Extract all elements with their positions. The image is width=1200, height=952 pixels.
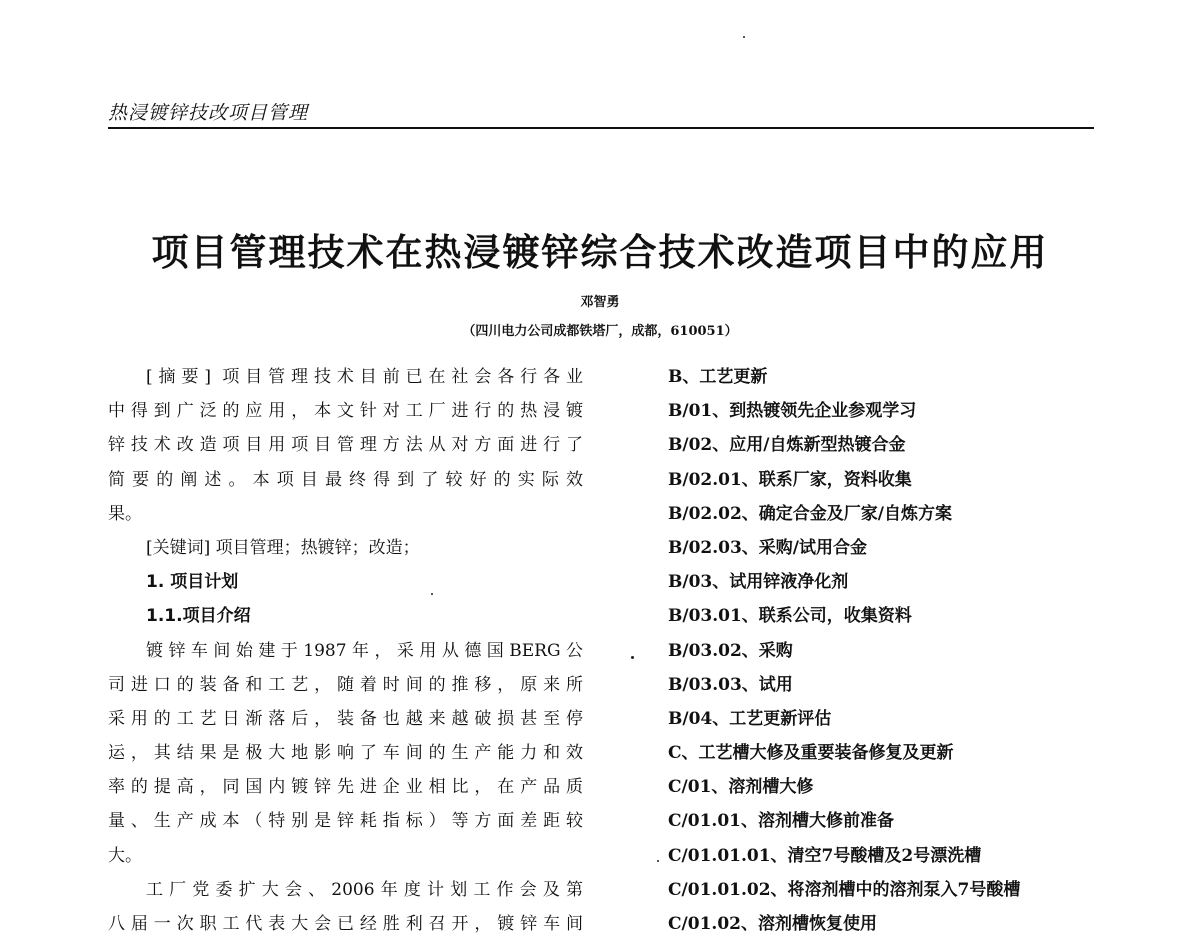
outline-item: B/02、应用/自炼新型热镀合金 — [668, 435, 906, 456]
outline-item: C/01.01.01、清空7号酸槽及2号漂洗槽 — [668, 845, 982, 866]
outline-item: C/01.02、溶剂槽恢复使用 — [668, 914, 877, 934]
body-line: 八届一次职工代表大会已经胜利召开，镀锌车间 — [108, 914, 583, 934]
author: 邓智勇 — [580, 295, 620, 310]
outline-item: B/02.01、联系厂家，资料收集 — [668, 469, 912, 490]
outline-item: C、工艺槽大修及重要装备修复及更新 — [668, 743, 954, 764]
outline-item: B/03.01、联系公司，收集资料 — [668, 606, 912, 627]
body-line: 镀锌车间始建于1987年，采用从德国BERG公 — [146, 640, 583, 661]
affiliation: （四川电力公司成都铁塔厂，成都，610051） — [462, 324, 738, 339]
outline-item: C/01、溶剂槽大修 — [668, 777, 814, 798]
abstract-line: 果。 — [108, 503, 142, 524]
body-line: 运，其结果是极大地影响了车间的生产能力和效 — [108, 743, 583, 764]
abstract-line: [摘要] 项目管理技术目前已在社会各行各业 — [146, 367, 583, 387]
body-line: 工厂党委扩大会、2006年度计划工作会及第 — [146, 879, 583, 900]
body-line: 率的提高，同国内镀锌先进企业相比，在产品质 — [108, 777, 583, 798]
scan-speck — [743, 36, 745, 38]
outline-item: B、工艺更新 — [668, 367, 768, 387]
left-column — [108, 360, 583, 941]
outline-item: B/01、到热镀领先企业参观学习 — [668, 401, 917, 422]
outline-item: B/03.02、采购 — [668, 640, 793, 661]
outline-item: B/02.02、确定合金及厂家/自炼方案 — [668, 503, 953, 524]
body-line: 司进口的装备和工艺，随着时间的推移，原来所 — [108, 674, 583, 695]
abstract-line: 中得到广泛的应用，本文针对工厂进行的热浸镀 — [108, 401, 583, 422]
running-head: 热浸镀锌技改项目管理 — [108, 102, 309, 124]
paper-title: 项目管理技术在热浸镀锌综合技术改造项目中的应用 — [151, 231, 1049, 274]
abstract-line: 简要的阐述。本项目最终得到了较好的实际效 — [108, 469, 583, 490]
outline-item: C/01.01、溶剂槽大修前准备 — [668, 811, 894, 832]
body-line: 量、生产成本（特别是锌耗指标）等方面差距较 — [108, 811, 583, 832]
outline-item: B/03.03、试用 — [668, 674, 793, 695]
abstract-line: 锌技术改造项目用项目管理方法从对方面进行了 — [108, 435, 583, 456]
header-rule — [108, 127, 1094, 129]
outline-item: C/01.01.02、将溶剂槽中的溶剂泵入7号酸槽 — [668, 879, 1021, 900]
outline-item: B/04、工艺更新评估 — [668, 708, 832, 729]
keywords-line: [关键词] 项目管理；热镀锌；改造； — [146, 537, 420, 558]
body-line: 采用的工艺日渐落后，装备也越来越破损甚至停 — [108, 708, 583, 729]
outline-item: B/03、试用锌液净化剂 — [668, 572, 849, 593]
right-column — [668, 360, 1098, 941]
body-line: 大。 — [108, 845, 142, 866]
scan-speck — [631, 656, 634, 659]
section-heading: 1. 项目计划 — [146, 572, 239, 593]
outline-item: B/02.03、采购/试用合金 — [668, 537, 868, 558]
scan-speck — [431, 593, 433, 595]
scan-speck — [657, 860, 659, 862]
subsection-heading: 1.1.项目介绍 — [146, 606, 251, 627]
